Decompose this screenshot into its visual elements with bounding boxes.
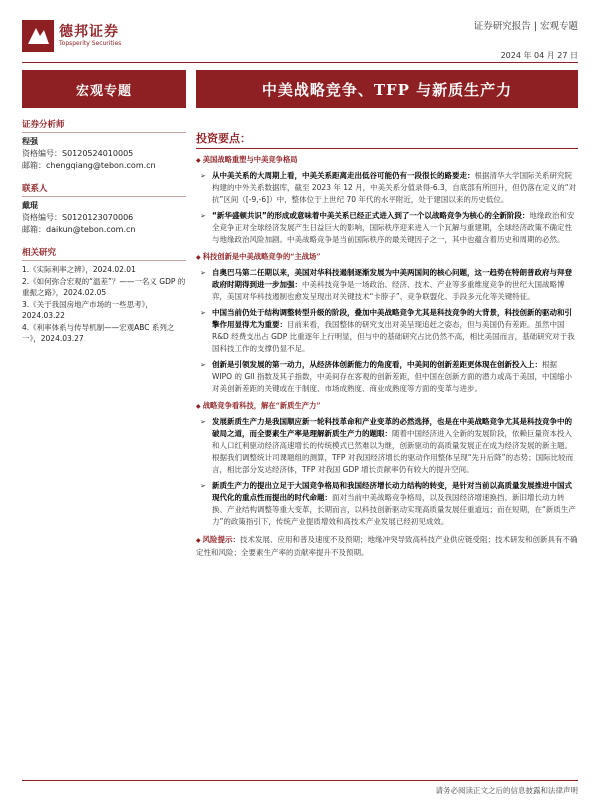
report-title: 中美战略竞争、TFP 与新质生产力 bbox=[196, 70, 578, 108]
company-logo bbox=[22, 20, 121, 52]
bullet-bold: 创新是引领发展的第一动力，从经济体创新能力的角度看，中美间的创新差距更体现在创新投入上： bbox=[212, 360, 542, 369]
analyst-email[interactable]: 邮箱：chengqiang@tebon.com.cn bbox=[22, 161, 156, 170]
risk-warning bbox=[196, 534, 578, 559]
contact-heading: 联系人 bbox=[22, 182, 186, 197]
bullet-point bbox=[196, 307, 578, 355]
section-heading: ◆ 美国战略重塑与中美竞争格局 bbox=[196, 154, 578, 166]
footer-divider bbox=[22, 780, 578, 781]
key-points-heading: 投资要点： bbox=[196, 130, 578, 149]
bullet-point bbox=[196, 480, 578, 528]
bullet-bold: 从中美关系的大周期上看，中美关系距离走出低谷可能仍有一段很长的路要走： bbox=[212, 171, 475, 180]
bullet-point bbox=[196, 359, 578, 395]
bullet-text: 地缘政治和安全竞争正对全球经济发展产生日益巨大的影响，国际秩序迎来进入一个瓦解与重建期，全球经济政策不确定性与地缘政治风险加剧。中美战略竞争是当前国际秩序的最关键因子之一，其中也蕴含着历史和周期的必然。 bbox=[212, 211, 575, 244]
section-heading: ◆ 科技创新是中美战略竞争的“主战场” bbox=[196, 251, 578, 263]
bullet-text: 根据 WIPO 的 GII 指数及其子指数，中美间存在客观的创新差距，但中国在创新方面的潜力或高于美国，中国缩小对美创新差距的关键或在于制度、市场成熟度、商业成熟度等方面的变革与进步。 bbox=[212, 360, 572, 393]
bullet-text: 随着中国经济进入全新的发展阶段，依赖巨量资本投入和人口红利驱动经济高速增长的传统模式已然难以为继，创新驱动的高质量发展正在成为经济发展的新主题。根据我们调整统计司课题组的测算，TFP 对我国经济增长的驱动作用整体呈现“先升后降”的态势；国际比较而言，相比部分发达经济体，TFP 对我国 GDP 增长贡献率仍有较大的提升空间。 bbox=[212, 429, 574, 474]
bullet-text: 面对当前中美战略竞争格局，以及我国经济增速换挡、新旧增长动力转换、产业结构调整等重大变革，长期而言，以科技创新驱动实现高质量发展任重道远；而在短期，在“新质生产力”的政策指引下，传统产业提质增效和高技术产业发展已经初见成效。 bbox=[212, 493, 576, 526]
arrow-bullet-icon: ➢ bbox=[200, 418, 206, 426]
arrow-bullet-icon: ➢ bbox=[200, 172, 206, 180]
bullet-bold: 自奥巴马第二任期以来，美国对华科技遏制逐渐发展为中美两国间的核心问题，这一趋势在特朗普政府与拜登政府时期得到进一步加强： bbox=[212, 268, 572, 289]
logo-english-name: Topsperity Securities bbox=[59, 40, 122, 47]
bullet-text: 目前来看，我国整体的研究支出对美呈现追赶之姿态，但与美国仍有差距。虽然中国 R&D 经费支出占 GDP 比重逐年上行明显，但与中的基础研究占比仍然不高，相比美国而言，基础研究对于我国科技工作的支撑仍显不足。 bbox=[212, 320, 575, 353]
bullet-text: 中美科技竞争是一场政治、经济、技术、产业等多重维度竞争的世纪大国战略博弈，美国对华科技遏制也愈发呈现出对关键技术“卡脖子”、竞争联盟化、手段多元化等关键特征。 bbox=[212, 280, 565, 301]
bullet-point bbox=[196, 210, 578, 246]
bullet-point bbox=[196, 170, 578, 206]
report-type: 证券研究报告 | 宏观专题 bbox=[473, 21, 578, 32]
contact-email[interactable]: 邮箱：daikun@tebon.com.cn bbox=[22, 225, 136, 234]
related-research-item[interactable]: 2.《如何弥合宏观的“温差”？——一名义 GDP 的重振之路》，2024.02.05 bbox=[22, 277, 186, 297]
bullet-bold: “新华盛顿共识”的形成或意味着中美关系已经正式进入到了一个以战略竞争为核心的全新阶段： bbox=[212, 211, 530, 220]
bullet-bold: 发展新质生产力是我国顺应新一轮科技革命和产业变革的必然选择，也是在中美战略竞争尤其是科技竞争中的破局之道，而全要素生产率是理解新质生产力的题眼： bbox=[212, 417, 572, 438]
related-research-item[interactable]: 4.《利率体系与传导机制——宏观ABC 系列之一》，2024.03.27 bbox=[22, 323, 175, 343]
risk-label: 风险提示： bbox=[202, 535, 241, 544]
main-content bbox=[196, 130, 578, 559]
contact-cert: 资格编号：S0120123070006 bbox=[22, 213, 134, 222]
bullet-text: 根据清华大学国际关系研究院构建的中外关系数据库，截至 2023 年 12 月，中美关系分值录得-6.3，自底部有所回升，但仍落在定义的“对抗”区间（[-9,-6]）中，整体位于上世纪 70 年代的水平附近，处于建国以来的历史低位。 bbox=[212, 171, 577, 204]
bullet-point bbox=[196, 416, 578, 476]
header-divider bbox=[22, 62, 578, 63]
tebon-logo-icon bbox=[22, 20, 54, 52]
report-date: 2024 年 04 月 27 日 bbox=[500, 51, 578, 60]
footer-disclaimer: 请务必阅读正文之后的信息披露和法律声明 bbox=[435, 786, 578, 795]
bullet-bold: 新质生产力的提出立足于大国竞争格局和我国经济增长动力结构的转变，是针对当前以高质量发展推进中国式现代化的重点性而提出的时代命题： bbox=[212, 481, 572, 502]
arrow-bullet-icon: ➢ bbox=[200, 309, 206, 317]
bullet-bold: 中国当前仍处于结构调整转型升级的阶段，叠加中美战略竞争尤其是科技竞争的大背景，科技创新的驱动和引擎作用显得尤为重要： bbox=[212, 308, 572, 329]
sidebar bbox=[22, 70, 186, 344]
arrow-bullet-icon: ➢ bbox=[200, 482, 206, 490]
analyst-name: 程强 bbox=[22, 137, 38, 146]
analyst-heading: 证券分析师 bbox=[22, 118, 186, 133]
related-research-item[interactable]: 1.《实际利率之辨》，2024.02.01 bbox=[22, 265, 136, 274]
arrow-bullet-icon: ➢ bbox=[200, 269, 206, 277]
related-research-heading: 相关研究 bbox=[22, 246, 186, 261]
arrow-bullet-icon: ➢ bbox=[200, 212, 206, 220]
category-tag: 宏观专题 bbox=[22, 70, 186, 108]
risk-icon: ◆ bbox=[196, 537, 203, 544]
analyst-cert: 资格编号：S0120524010005 bbox=[22, 149, 134, 158]
contact-name: 戴琨 bbox=[22, 201, 38, 210]
arrow-bullet-icon: ➢ bbox=[200, 361, 206, 369]
bullet-point bbox=[196, 267, 578, 303]
related-research-item[interactable]: 3.《关于我国房地产市场的一些思考》，2024.03.22 bbox=[22, 300, 153, 320]
logo-chinese-name: 德邦证券 bbox=[59, 24, 119, 40]
section-heading: ◆ 战略竞争看科技，解在“新质生产力” bbox=[196, 400, 578, 412]
risk-text: 技术发展、应用和普及速度不及预期；地缘冲突导致高科技产业供应链受阻；技术研发和创新具有不确定性和风险；全要素生产率的贡献率提升不及预期。 bbox=[196, 535, 578, 557]
